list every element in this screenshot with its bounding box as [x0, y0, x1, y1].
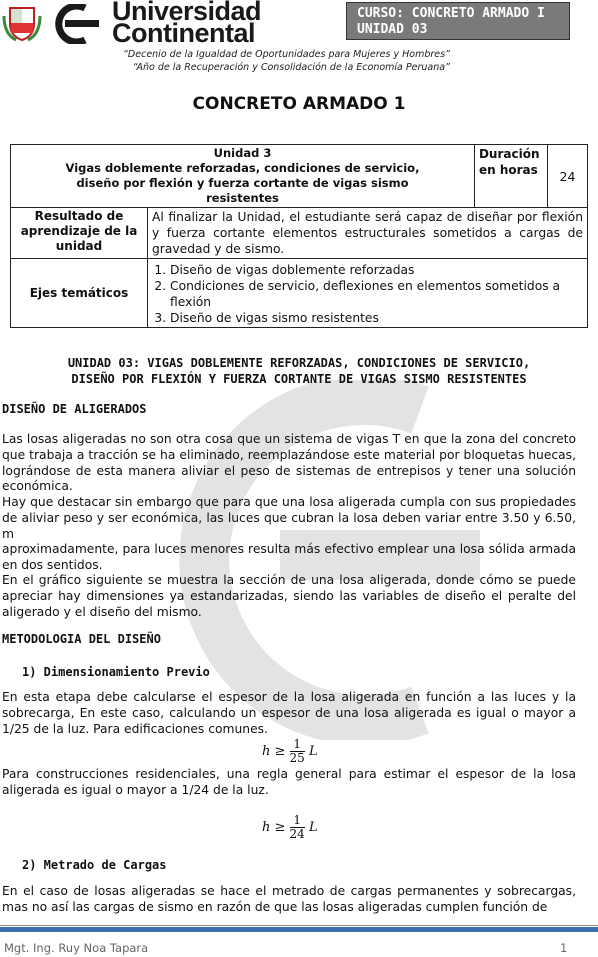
paragraph-4: En esta etapa debe calcularse el espesor de la losa aligerada en función a las luces y la sobrecarga, En este caso, calculando un espesor de una losa aligerada es igual o mayor a 1/25 de la luz. Para edificaciones comunes. [2, 690, 576, 736]
section-title-line2: DISEÑO POR FLEXIÓN Y FUERZA CORTANTE DE VIGAS SISMO RESISTENTES [71, 372, 527, 386]
paragraph-3: En el gráfico siguiente se muestra la sección de una losa aligerada, donde cómo se puede apreciar hay dimensiones ya estandarizadas, siendo las variables de diseño el peralte del aligerado y el diseño del mismo. [2, 573, 576, 619]
result-text: Al finalizar la Unidad, el estudiante será capaz de diseñar por flexión y fuerza cortante elementos estructurales sometidos a cargas de gravedad y de sismo. [148, 208, 588, 259]
course-title: CURSO: CONCRETO ARMADO I [357, 6, 545, 21]
axes-list [152, 262, 583, 326]
formula-2-num: 1 [293, 813, 301, 827]
paragraph-6: En el caso de losas aligeradas se hace el metrado de cargas permanentes y sobrecargas, mas no así las cargas de sismo en razón de que las losas aligeradas cumplen función de [2, 884, 576, 914]
decree-line2: “Año de la Recuperación y Consolidación de la Economía Peruana” [132, 62, 450, 73]
peru-coat-of-arms-icon [2, 2, 42, 42]
unit-description: Vigas doblemente reforzadas, condiciones de servicio, diseño por flexión y fuerza cortante de vigas sismo resistentes [65, 161, 420, 205]
paragraph-5: Para construcciones residenciales, una regla general para estimar el espesor de la losa aligerada es igual o mayor a 1/24 de la luz. [2, 767, 576, 797]
axes-item: 3. Diseño de vigas sismo resistentes [170, 310, 583, 326]
formula-1-num: 1 [293, 737, 301, 751]
paragraph-2b: aproximadamente, para luces menores resulta más efectivo emplear una losa sólida armada en dos sentidos. [2, 542, 576, 572]
formula-1 [262, 738, 318, 765]
paragraph-1: Las losas aligeradas no son otra cosa que un sistema de vigas T en que la zona del concreto que trabaja a tracción se ha eliminado, reemplazándose este material por bloquetas huecas, lográndose de esta manera aliviar el peso de sistemas de entrepisos y tener una solución económica. [2, 432, 576, 494]
formula-1-fraction [290, 738, 305, 765]
formula-2-var: L [308, 820, 318, 835]
duration-label: Duración en horas [474, 145, 547, 208]
unit-info-table [10, 144, 588, 328]
formula-2-fraction [290, 814, 305, 841]
university-name-line2: Continental [112, 18, 255, 48]
formula-2-den: 24 [289, 827, 305, 841]
methodology-title: METODOLOGIA DEL DISEÑO [2, 632, 161, 646]
formula-1-den: 25 [289, 751, 305, 765]
footer-divider [0, 925, 598, 926]
decree-line1: “Decenio de la Igualdad de Oportunidades para Mujeres y Hombres” [123, 49, 450, 60]
section-subtitle: DISEÑO DE ALIGERADOS [2, 402, 147, 416]
university-name-line1: Universidad [112, 0, 262, 26]
course-unit: UNIDAD 03 [357, 22, 428, 37]
page-number: 1 [560, 941, 568, 955]
section-title-line1: UNIDAD 03: VIGAS DOBLEMENTE REFORZADAS, CONDICIONES DE SERVICIO, [67, 356, 531, 370]
step1-title: 1) Dimensionamiento Previo [22, 665, 210, 679]
paragraph-2a: Hay que destacar sin embargo que para que una losa aligerada cumpla con sus propiedades de aliviar peso y ser económica, las luces que cubran la losa deben variar entre 3.50 y 6.50, m [2, 495, 576, 541]
continental-logo-icon [45, 4, 105, 44]
footer-bar [0, 927, 598, 932]
formula-2 [262, 814, 318, 841]
unit-label: Unidad 3 [213, 146, 272, 160]
document-title: CONCRETO ARMADO 1 [192, 94, 406, 114]
footer-author: Mgt. Ing. Ruy Noa Tapara [4, 941, 149, 955]
course-box [346, 2, 570, 40]
unit-cell [11, 145, 475, 208]
step2-title: 2) Metrado de Cargas [22, 858, 167, 872]
university-name [112, 0, 262, 48]
result-label: Resultado de aprendizaje de la unidad [11, 208, 148, 259]
formula-2-lhs: h ≥ [262, 820, 286, 835]
formula-1-lhs: h ≥ [262, 744, 286, 759]
formula-1-var: L [308, 744, 318, 759]
axes-item: 1. Diseño de vigas doblemente reforzadas [170, 262, 583, 278]
duration-value: 24 [547, 145, 587, 208]
axes-label: Ejes temáticos [11, 259, 148, 328]
axes-item: 2. Condiciones de servicio, deflexiones en elementos sometidos a flexión [170, 278, 583, 310]
axes-list-cell [148, 259, 588, 328]
